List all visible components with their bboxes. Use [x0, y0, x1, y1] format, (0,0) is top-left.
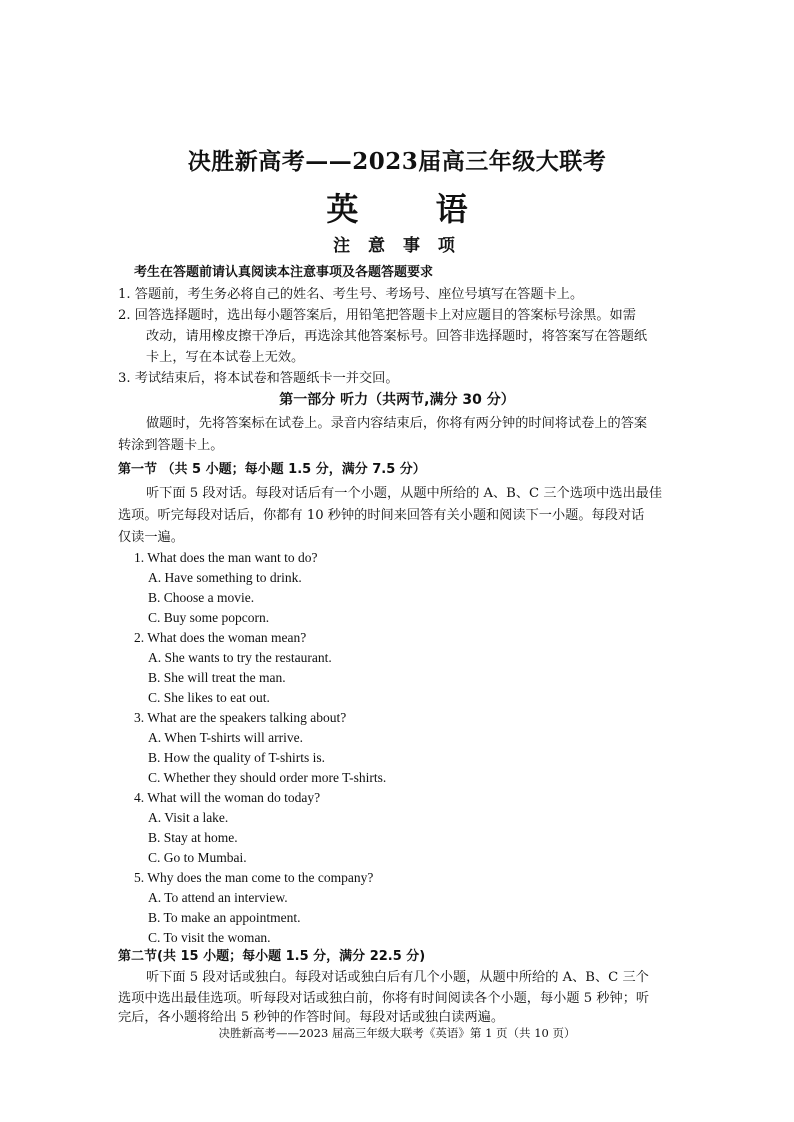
- section1-intro-line-1: 听下面 5 段对话。每段对话后有一个小题，从题中所给的 A、B、C 三个选项中选出最佳: [146, 486, 663, 501]
- instruction-item-2-line-1: 2. 回答选择题时，选出每小题答案后，用铅笔把答题卡上对应题目的答案标号涂黑。如需: [118, 308, 636, 323]
- question-option: A. She wants to try the restaurant.: [148, 650, 332, 665]
- exam-title: 决胜新高考——2023届高三年级大联考: [187, 148, 607, 175]
- question-option: C. To visit the woman.: [148, 930, 271, 945]
- question-stem: 2. What does the woman mean?: [134, 630, 307, 645]
- question-option: B. Stay at home.: [148, 830, 238, 845]
- section2-intro-line-1: 听下面 5 段对话或独白。每段对话或独白后有几个小题，从题中所给的 A、B、C 三个: [146, 970, 649, 985]
- question-option: C. Go to Mumbai.: [148, 850, 247, 865]
- instruction-item-1: 1. 答题前，考生务必将自己的姓名、考生号、考场号、座位号填写在答题卡上。: [118, 287, 584, 302]
- question-stem: 3. What are the speakers talking about?: [134, 710, 347, 725]
- question-option: A. When T-shirts will arrive.: [148, 730, 303, 745]
- part1-intro-line-2: 转涂到答题卡上。: [118, 438, 224, 453]
- section2-heading: 第二节(共 15 小题；每小题 1.5 分，满分 22.5 分): [118, 949, 426, 964]
- question-option: C. Buy some popcorn.: [148, 610, 270, 625]
- question-option: A. Have something to drink.: [148, 570, 302, 585]
- instructions-heading: 考生在答题前请认真阅读本注意事项及各题答题要求: [134, 265, 434, 280]
- section1-heading: 第一节 （共 5 小题；每小题 1.5 分，满分 7.5 分）: [118, 462, 426, 477]
- instruction-item-2-line-2: 改动，请用橡皮擦干净后，再选涂其他答案标号。回答非选择题时，将答案写在答题纸: [146, 329, 648, 344]
- question-option: C. Whether they should order more T-shirts.: [148, 770, 387, 785]
- question-option: B. How the quality of T-shirts is.: [148, 750, 326, 765]
- question-stem: 1. What does the man want to do?: [134, 550, 318, 565]
- question-option: B. To make an appointment.: [148, 910, 301, 925]
- section2-intro-line-2: 选项中选出最佳选项。听每段对话或独白前，你将有时间阅读各个小题，每小题 5 秒钟；听: [118, 991, 650, 1006]
- page-footer: 决胜新高考——2023 届高三年级大联考《英语》第 1 页（共 10 页）: [218, 1026, 576, 1040]
- section1-intro-line-2: 选项。听完每段对话后，你都有 10 秒钟的时间来回答有关小题和阅读下一小题。每段对话: [118, 508, 645, 523]
- section1-intro-line-3: 仅读一遍。: [118, 530, 184, 545]
- question-option: B. Choose a movie.: [148, 590, 255, 605]
- question-stem: 5. Why does the man come to the company?: [134, 870, 374, 885]
- instruction-item-2-line-3: 卡上，写在本试卷上无效。: [146, 350, 305, 365]
- subject-title: 英 语: [326, 190, 486, 228]
- instruction-item-3: 3. 考试结束后，将本试卷和答题纸卡一并交回。: [118, 371, 399, 386]
- part1-intro-line-1: 做题时，先将答案标在试卷上。录音内容结束后，你将有两分钟的时间将试卷上的答案: [146, 416, 648, 431]
- part1-heading: 第一部分 听力（共两节,满分 30 分）: [279, 392, 515, 408]
- section2-intro-line-3: 完后，各小题将给出 5 秒钟的作答时间。每段对话或独白读两遍。: [118, 1010, 505, 1025]
- question-option: B. She will treat the man.: [148, 670, 286, 685]
- question-option: A. Visit a lake.: [148, 810, 229, 825]
- question-stem: 4. What will the woman do today?: [134, 790, 321, 805]
- notice-title: 注 意 事 项: [333, 236, 461, 256]
- question-option: A. To attend an interview.: [148, 890, 288, 905]
- question-option: C. She likes to eat out.: [148, 690, 270, 705]
